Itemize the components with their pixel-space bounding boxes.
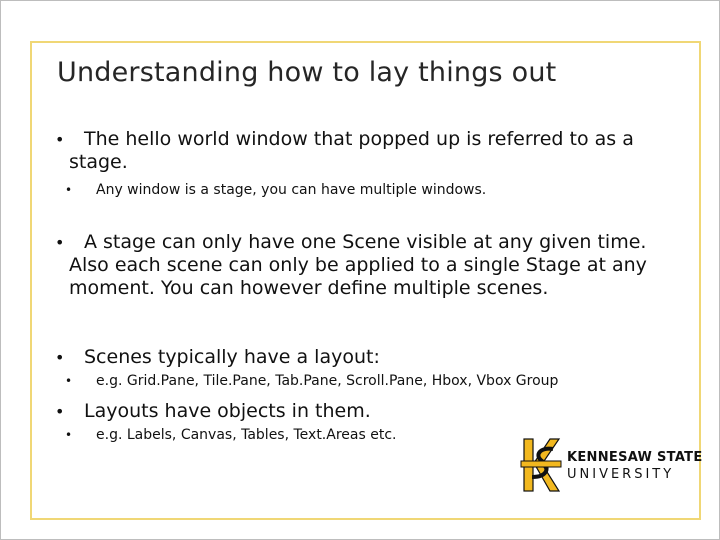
university-logo (520, 437, 703, 493)
bullet-text: A stage can only have one Scene visible at any given time. Also each scene can only be applied to a single Stage at any moment. You can however define multiple scenes. (69, 231, 647, 299)
bullet-glyph: • (65, 374, 73, 388)
sub-bullet-text: Any window is a stage, you can have multiple windows. (96, 182, 487, 198)
logo-line-1: KENNESAW STATE (567, 450, 703, 465)
bullet-item (55, 346, 665, 369)
bullet-glyph: • (55, 402, 65, 421)
slide-title: Understanding how to lay things out (57, 57, 557, 88)
bullet-glyph: • (55, 348, 65, 367)
bullet-text: Layouts have objects in them. (84, 400, 371, 422)
sub-bullet-text: e.g. Labels, Canvas, Tables, Text.Areas etc. (96, 427, 397, 443)
bullet-item (55, 231, 665, 300)
bullet-glyph: • (65, 183, 73, 197)
bullet-text: The hello world window that popped up is referred to as a stage. (69, 128, 634, 173)
bullet-text: Scenes typically have a layout: (84, 346, 380, 368)
bullet-glyph: • (65, 428, 73, 442)
ksu-monogram-icon (520, 437, 562, 493)
bullet-glyph: • (55, 233, 65, 252)
bullet-glyph: • (55, 130, 65, 149)
sub-bullet-text: e.g. Grid.Pane, Tile.Pane, Tab.Pane, Scroll.Pane, Hbox, Vbox Group (96, 373, 559, 389)
bullet-item (55, 128, 665, 174)
bullet-item (55, 400, 665, 423)
logo-line-2: UNIVERSITY (567, 467, 675, 482)
